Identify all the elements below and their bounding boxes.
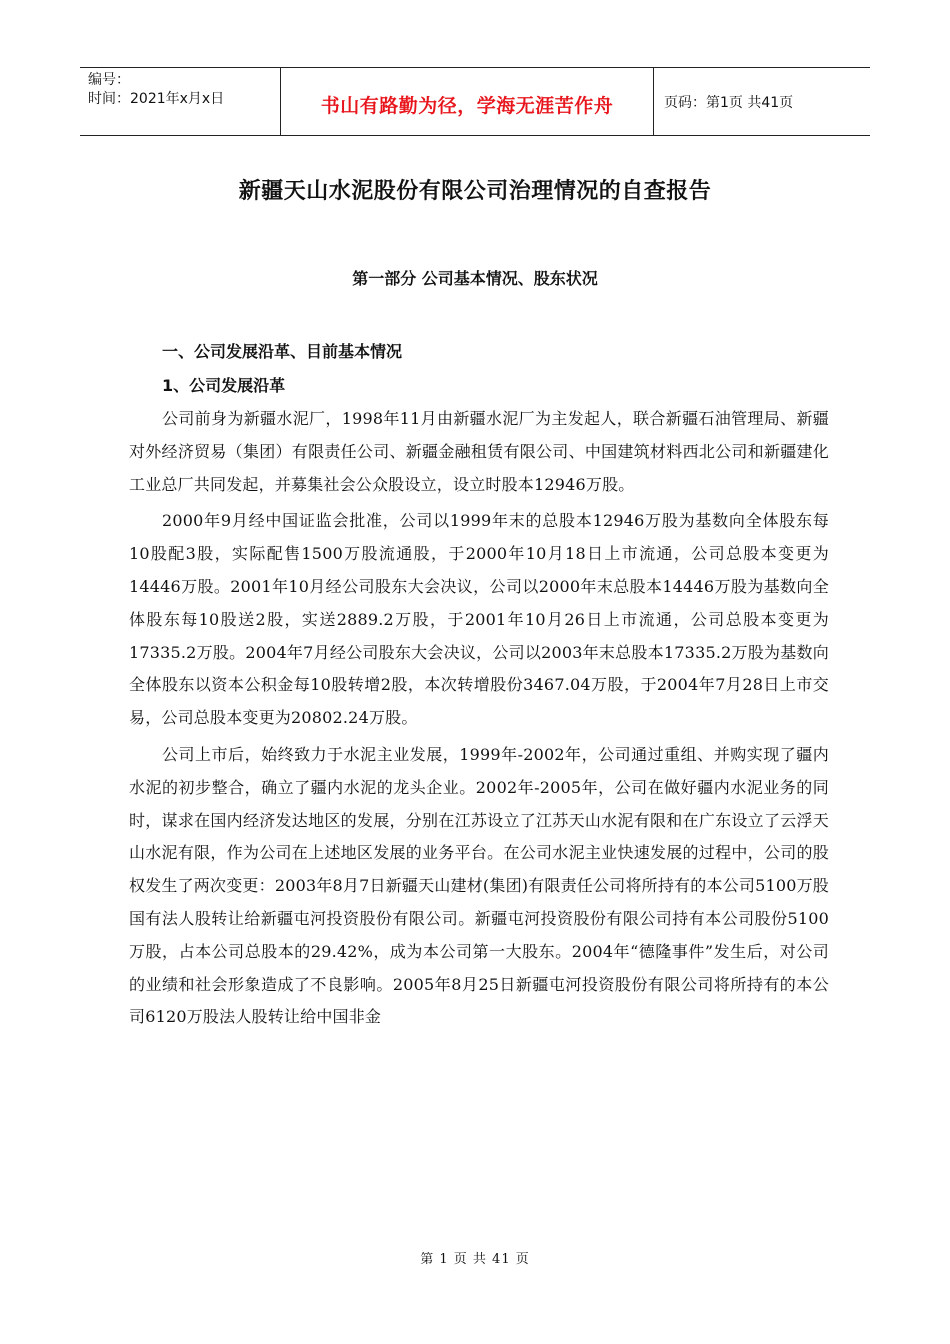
paragraph: 2000年9月经中国证监会批准，公司以1999年末的总股本12946万股为基数向全体股东每10股配3股，实际配售1500万股流通股，于2000年10月18日上市流通，公司总股本变更为14446万股。2001年10月经公司股东大会决议，公司以2000年末总股本14446万股为基数向全体股东每10股送2股，实送2889.2万股，于2001年10月26日上市流通，公司总股本变更为17335.2万股。2004年7月经公司股东大会决议，公司以2003年末总股本17335.2万股为基数向全体股东以资本公积金每10股转增2股，本次转增股份3467.04万股，于2004年7月28日上市交易，公司总股本变更为20802.24万股。 (129, 511, 829, 728)
paragraph: 公司前身为新疆水泥厂，1998年11月由新疆水泥厂为主发起人，联合新疆石油管理局、新疆对外经济贸易（集团）有限责任公司、新疆金融租赁有限公司、中国建筑材料西北公司和新疆建化工业总厂共同发起，并募集社会公众股设立，设立时股本12946万股。 (129, 409, 829, 494)
header-table (80, 67, 870, 136)
paragraph: 公司上市后，始终致力于水泥主业发展，1999年-2002年，公司通过重组、并购实现了疆内水泥的初步整合，确立了疆内水泥的龙头企业。2002年-2005年，公司在做好疆内水泥业务的同时，谋求在国内经济发达地区的发展，分别在江苏设立了江苏天山水泥有限和在广东设立了云浮天山水泥有限，作为公司在上述地区发展的业务平台。在公司水泥主业快速发展的过程中，公司的股权发生了两次变更：2003年8月7日新疆天山建材(集团)有限责任公司将所持有的本公司5100万股国有法人股转让给新疆屯河投资股份有限公司。新疆屯河投资股份有限公司持有本公司股份5100万股，占本公司总股本的29.42%，成为本公司第一大股东。2004年“德隆事件”发生后，对公司的业绩和社会形象造成了不良影响。2005年8月25日新疆屯河投资股份有限公司将所持有的本公司6120万股法人股转让给中国非金 (129, 744, 829, 1027)
part-title: 第一部分 公司基本情况、股东状况 (352, 269, 598, 288)
date-label: 时间：2021年x月x日 (88, 91, 225, 107)
header-meta-cell (80, 68, 281, 135)
section-heading: 一、公司发展沿革、目前基本情况 (162, 342, 403, 361)
header-motto: 书山有路勤为径，学海无涯苦作舟 (281, 68, 654, 135)
body-text (129, 403, 829, 1038)
page-footer: 第 1 页 共 41 页 (420, 1252, 530, 1267)
header-page-info: 页码：第1页 共41页 (664, 94, 794, 111)
document-title: 新疆天山水泥股份有限公司治理情况的自查报告 (238, 179, 712, 204)
sub-heading: 1、公司发展沿革 (162, 376, 286, 395)
doc-number-label: 编号： (88, 72, 130, 88)
